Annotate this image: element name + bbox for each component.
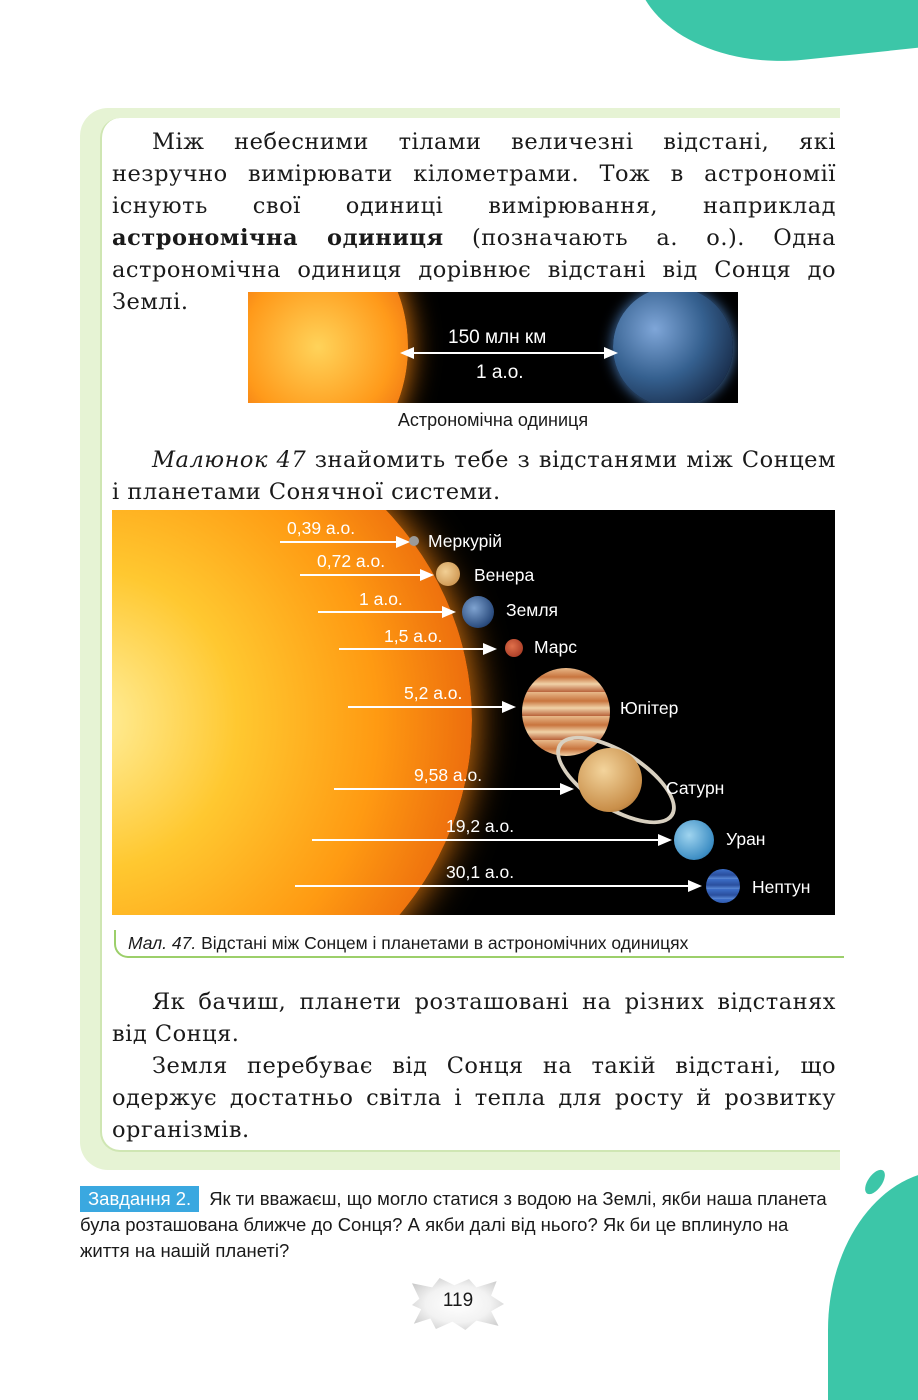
- distance-arrow-venus: [300, 574, 424, 576]
- planet-mercury: [409, 536, 419, 546]
- distance-arrow-uranus: [312, 839, 660, 841]
- planet-label-earth: Земля: [506, 600, 559, 620]
- distance-label-neptune: 30,1 а.о.: [446, 862, 515, 882]
- planet-uranus: [674, 820, 714, 860]
- distance-label-jupiter: 5,2 а.о.: [404, 683, 463, 703]
- distance-label-saturn: 9,58 а.о.: [414, 765, 483, 785]
- figure1-caption: Астрономічна одиниця: [397, 410, 589, 430]
- arrow-head-left: [400, 347, 414, 359]
- distance-label-venus: 0,72 а.о.: [317, 551, 386, 571]
- distance-label-earth: 1 а.о.: [359, 589, 403, 609]
- distance-arrow-mars: [339, 648, 485, 650]
- arrow-head-saturn: [560, 783, 574, 795]
- task-text: Як ти вважаєш, що могло статися з водою на Землі, якби наша планета була розташована ближче до Сонця? А якби далі від нього? Як би це вплинуло на життя на нашій планеті?: [80, 1188, 827, 1261]
- planet-label-mars: Марс: [534, 637, 577, 657]
- distance-label-mercury: 0,39 а.о.: [287, 518, 356, 538]
- figure-astronomical-unit: [248, 292, 738, 403]
- planet-label-saturn: Сатурн: [666, 778, 725, 798]
- arrow-head-uranus: [658, 834, 672, 846]
- planet-label-neptune: Нептун: [752, 877, 811, 897]
- planet-label-mercury: Меркурій: [428, 531, 503, 551]
- term-astronomical-unit: астрономічна одиниця: [112, 225, 444, 251]
- distance-arrow-mercury: [280, 541, 402, 543]
- figure2-caption-number: Мал. 47.: [128, 933, 197, 953]
- task-label: Завдання 2.: [80, 1186, 199, 1212]
- distance-arrow-jupiter: [348, 706, 504, 708]
- figure-planet-distances: [112, 510, 835, 915]
- planet-saturn: [578, 748, 642, 812]
- planet-mars: [505, 639, 523, 657]
- distance-km-label: 150 млн км: [448, 327, 547, 348]
- distance-arrow: [410, 352, 610, 354]
- arrow-head-venus: [420, 569, 434, 581]
- distance-arrow-saturn: [334, 788, 562, 790]
- arrow-head-jupiter: [502, 701, 516, 713]
- planet-label-venus: Венера: [474, 565, 535, 585]
- figure-reference: Малюнок 47: [152, 447, 307, 473]
- paragraph-astronomical-unit: Між небесними тілами величезні відстані, які незручно вимірювати кілометрами. Тож в астрономії існують свої одиниці вимірювання, наприклад астрономічна одиниця (позначають а. о.). Одна астрономічна одиниця дорівнює відстані від Сонця до Землі.: [112, 129, 836, 315]
- corner-decoration-top: [632, 0, 918, 76]
- distance-label-uranus: 19,2 а.о.: [446, 816, 515, 836]
- arrow-head-right: [604, 347, 618, 359]
- corner-decoration-bottom: [828, 1170, 918, 1400]
- page-number-badge: [408, 1276, 508, 1332]
- paragraph-figure-intro: Малюнок 47 знайомить тебе з відстанями між Сонцем і планетами Сонячної системи.: [112, 447, 836, 505]
- planet-label-uranus: Уран: [726, 829, 766, 849]
- arrow-head-neptune: [688, 880, 702, 892]
- figure2-caption: [114, 930, 844, 958]
- page-number: 119: [442, 1290, 474, 1311]
- figure2-caption-text: Відстані між Сонцем і планетами в астрономічних одиницях: [196, 933, 689, 953]
- distance-arrow-neptune: [295, 885, 691, 887]
- earth-image: [613, 292, 733, 403]
- task-block: [80, 1186, 840, 1264]
- planet-earth: [462, 596, 494, 628]
- planet-neptune: [706, 869, 740, 903]
- distance-arrow-earth: [318, 611, 448, 613]
- distance-label-mars: 1,5 а.о.: [384, 626, 443, 646]
- arrow-head-mars: [483, 643, 497, 655]
- paragraph-earth-distance: Земля перебуває від Сонця на такій відстані, що одержує достатньо світла і тепла для росту й розвитку організмів.: [112, 1053, 836, 1143]
- paragraph-planet-distances: Як бачиш, планети розташовані на різних відстанях від Сонця. Земля перебуває від Сонця на такій відстані, що одержує достатньо світла і тепла для росту й розвитку організмів.: [112, 986, 836, 1146]
- arrow-head-earth: [442, 606, 456, 618]
- planet-label-jupiter: Юпітер: [620, 698, 679, 718]
- sun-image: [248, 292, 408, 403]
- planet-venus: [436, 562, 460, 586]
- arrow-head-mercury: [396, 536, 410, 548]
- distance-au-label: 1 а.о.: [476, 362, 524, 383]
- sun-image: [112, 510, 472, 915]
